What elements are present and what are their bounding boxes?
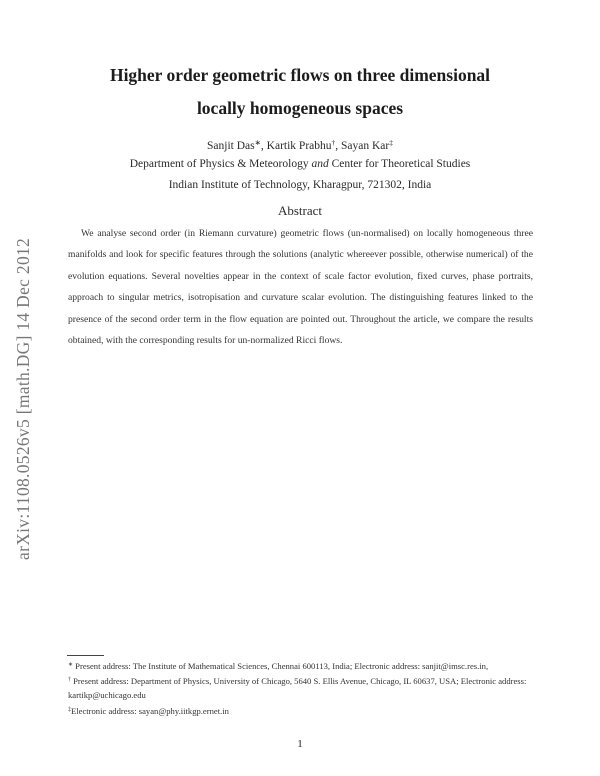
- footnote-text: Present address: The Institute of Mathematical Sciences, Chennai 600113, India; Electronic address: sanjit@imsc.res.in,: [73, 661, 489, 671]
- footnote-text: Present address: Department of Physics, University of Chicago, 5640 S. Ellis Avenue, Chicago, IL 60637, USA; Electronic address: kartikp@uchicago.edu: [68, 676, 527, 701]
- footnote: [68, 673, 530, 702]
- footnote-mark: ‡: [68, 706, 71, 713]
- author-name: Kartik Prabhu: [266, 140, 332, 152]
- paper-title-line-2: locally homogeneous spaces: [196, 98, 404, 118]
- footnote-mark: †: [68, 677, 71, 684]
- author-footnote-mark: ∗: [254, 138, 261, 147]
- author-footnote-mark: ‡: [389, 138, 393, 147]
- affiliation-line-2: Indian Institute of Technology, Kharagpur, 721302, India: [168, 179, 432, 191]
- arxiv-identifier-stamp: arXiv:1108.0526v5 [math.DG] 14 Dec 2012: [13, 237, 33, 560]
- footnote-mark: ∗: [68, 662, 74, 668]
- abstract-body: We analyse second order (in Riemann curvature) geometric flows (un-normalised) on locally homogeneous three manifolds and look for specific features through the solutions (analytic whereever possible, otherwise numerical) of the evolution equations. Several novelties appear in the context of scale factor evolution, fixed curves, phase portraits, approach to singular metrics, isotropisation and curvature scalar evolution. The distinguishing features linked to the presence of the second order term in the flow equation are pointed out. Throughout the article, we compare the results obtained, with the corresponding results for un-normalized Ricci flows.: [68, 228, 533, 347]
- author-list: Sanjit Das∗, Kartik Prabhu†, Sayan Kar‡: [207, 138, 393, 152]
- footnotes: [68, 658, 530, 718]
- author-footnote-mark: †: [331, 138, 336, 147]
- footnote-text: Electronic address: sayan@phy.iitkgp.ernet.in: [71, 705, 229, 716]
- paper-title-line-1: Higher order geometric flows on three dimensional: [109, 65, 491, 85]
- affiliation-text: Center for Theoretical Studies: [328, 158, 471, 170]
- author-name: Sayan Kar: [341, 140, 390, 152]
- footnote: [68, 658, 530, 673]
- abstract-heading: Abstract: [277, 203, 323, 218]
- page-number: 1: [297, 738, 303, 750]
- affiliation-conjunction: and: [311, 158, 329, 170]
- footnote: [68, 703, 530, 718]
- author-name: Sanjit Das: [207, 140, 255, 152]
- affiliation-line-1: [60, 158, 540, 170]
- affiliation-text: Department of Physics & Meteorology: [129, 158, 312, 170]
- footnote-rule: [67, 655, 104, 656]
